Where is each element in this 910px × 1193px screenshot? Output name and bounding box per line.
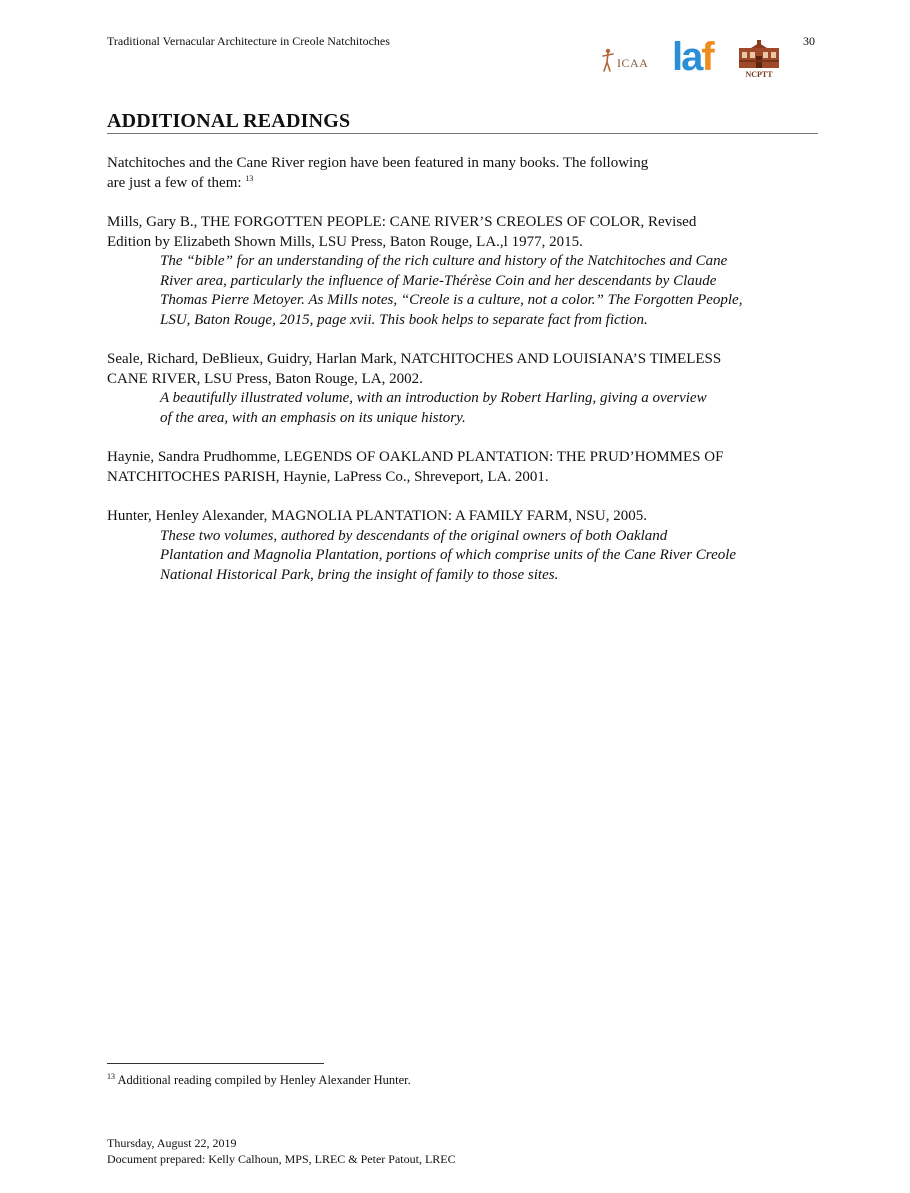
- running-title: Traditional Vernacular Architecture in Creole Natchitoches: [107, 34, 390, 48]
- icaa-logo-text: ICAA: [617, 56, 649, 70]
- intro-paragraph: [107, 154, 819, 193]
- laf-letter-l: l: [672, 35, 682, 79]
- reading-entry: [107, 448, 819, 487]
- citation-line: Seale, Richard, DeBlieux, Guidry, Harlan Mark, NATCHITOCHES AND LOUISIANA’S TIMELESS: [107, 351, 722, 367]
- footer-date: Thursday, August 22, 2019: [107, 1136, 237, 1150]
- ncptt-logo: [737, 38, 781, 80]
- footnote-number: 13: [107, 1071, 115, 1081]
- readings-body: [107, 154, 819, 605]
- annotation-line: Thomas Pierre Metoyer. As Mills notes, “Creole is a culture, not a color.” The Forgotten People,: [160, 292, 743, 308]
- annotation-line: River area, particularly the influence of Marie-Thérèse Coin and her descendants by Claude: [160, 272, 717, 289]
- annotation-line: Plantation and Magnolia Plantation, portions of which comprise units of the Cane River Creole: [160, 547, 737, 563]
- citation-line: Mills, Gary B., THE FORGOTTEN PEOPLE: CANE RIVER’S CREOLES OF COLOR, Revised: [107, 214, 697, 230]
- laf-letter-f: f: [701, 35, 713, 79]
- footnote-separator: [107, 1063, 324, 1064]
- citation-line: Edition by Elizabeth Shown Mills, LSU Press, Baton Rouge, LA.,l 1977, 2015.: [107, 233, 583, 250]
- citation-line: Hunter, Henley Alexander, MAGNOLIA PLANTATION: A FAMILY FARM, NSU, 2005.: [107, 508, 647, 524]
- page-number: 30: [803, 34, 815, 48]
- footnote-reference[interactable]: 13: [245, 173, 254, 183]
- footer-prepared-by: Document prepared: Kelly Calhoun, MPS, LREC & Peter Patout, LREC: [107, 1152, 456, 1166]
- annotation-line: These two volumes, authored by descendants of the original owners of both Oakland: [160, 527, 668, 544]
- title-underline: [107, 133, 818, 134]
- ncptt-building-icon: [737, 38, 781, 70]
- footnote-text: Additional reading compiled by Henley Alexander Hunter.: [117, 1073, 411, 1087]
- citation-line: Haynie, Sandra Prudhomme, LEGENDS OF OAKLAND PLANTATION: THE PRUD’HOMMES OF: [107, 449, 724, 465]
- annotation-line: of the area, with an emphasis on its unique history.: [160, 409, 466, 426]
- footnote: [107, 1073, 411, 1088]
- page-footer: [107, 1135, 456, 1167]
- ncptt-logo-text: NCPTT: [745, 70, 773, 79]
- partner-logos: [600, 35, 790, 80]
- annotation-line: National Historical Park, bring the insight of family to those sites.: [160, 566, 559, 583]
- annotation-line: LSU, Baton Rouge, 2015, page xvii. This book helps to separate fact from fiction.: [160, 311, 648, 328]
- reading-entry: [107, 350, 819, 428]
- dancer-figure-icon: [602, 48, 614, 72]
- section-title: ADDITIONAL READINGS: [107, 110, 351, 132]
- citation-line: CANE RIVER, LSU Press, Baton Rouge, LA, 2002.: [107, 370, 423, 387]
- citation-line: NATCHITOCHES PARISH, Haynie, LaPress Co., Shreveport, LA. 2001.: [107, 468, 549, 485]
- laf-logo: [672, 35, 730, 79]
- annotation-line: The “bible” for an understanding of the rich culture and history of the Natchitoches and Cane: [160, 253, 728, 269]
- readings-list: [107, 213, 819, 585]
- laf-letter-a: a: [681, 35, 702, 79]
- intro-line-2: are just a few of them:: [107, 174, 242, 191]
- intro-line-1: Natchitoches and the Cane River region have been featured in many books. The following: [107, 155, 649, 171]
- reading-entry: [107, 213, 819, 330]
- reading-entry: [107, 507, 819, 585]
- annotation-line: A beautifully illustrated volume, with an introduction by Robert Harling, giving a overview: [160, 390, 707, 406]
